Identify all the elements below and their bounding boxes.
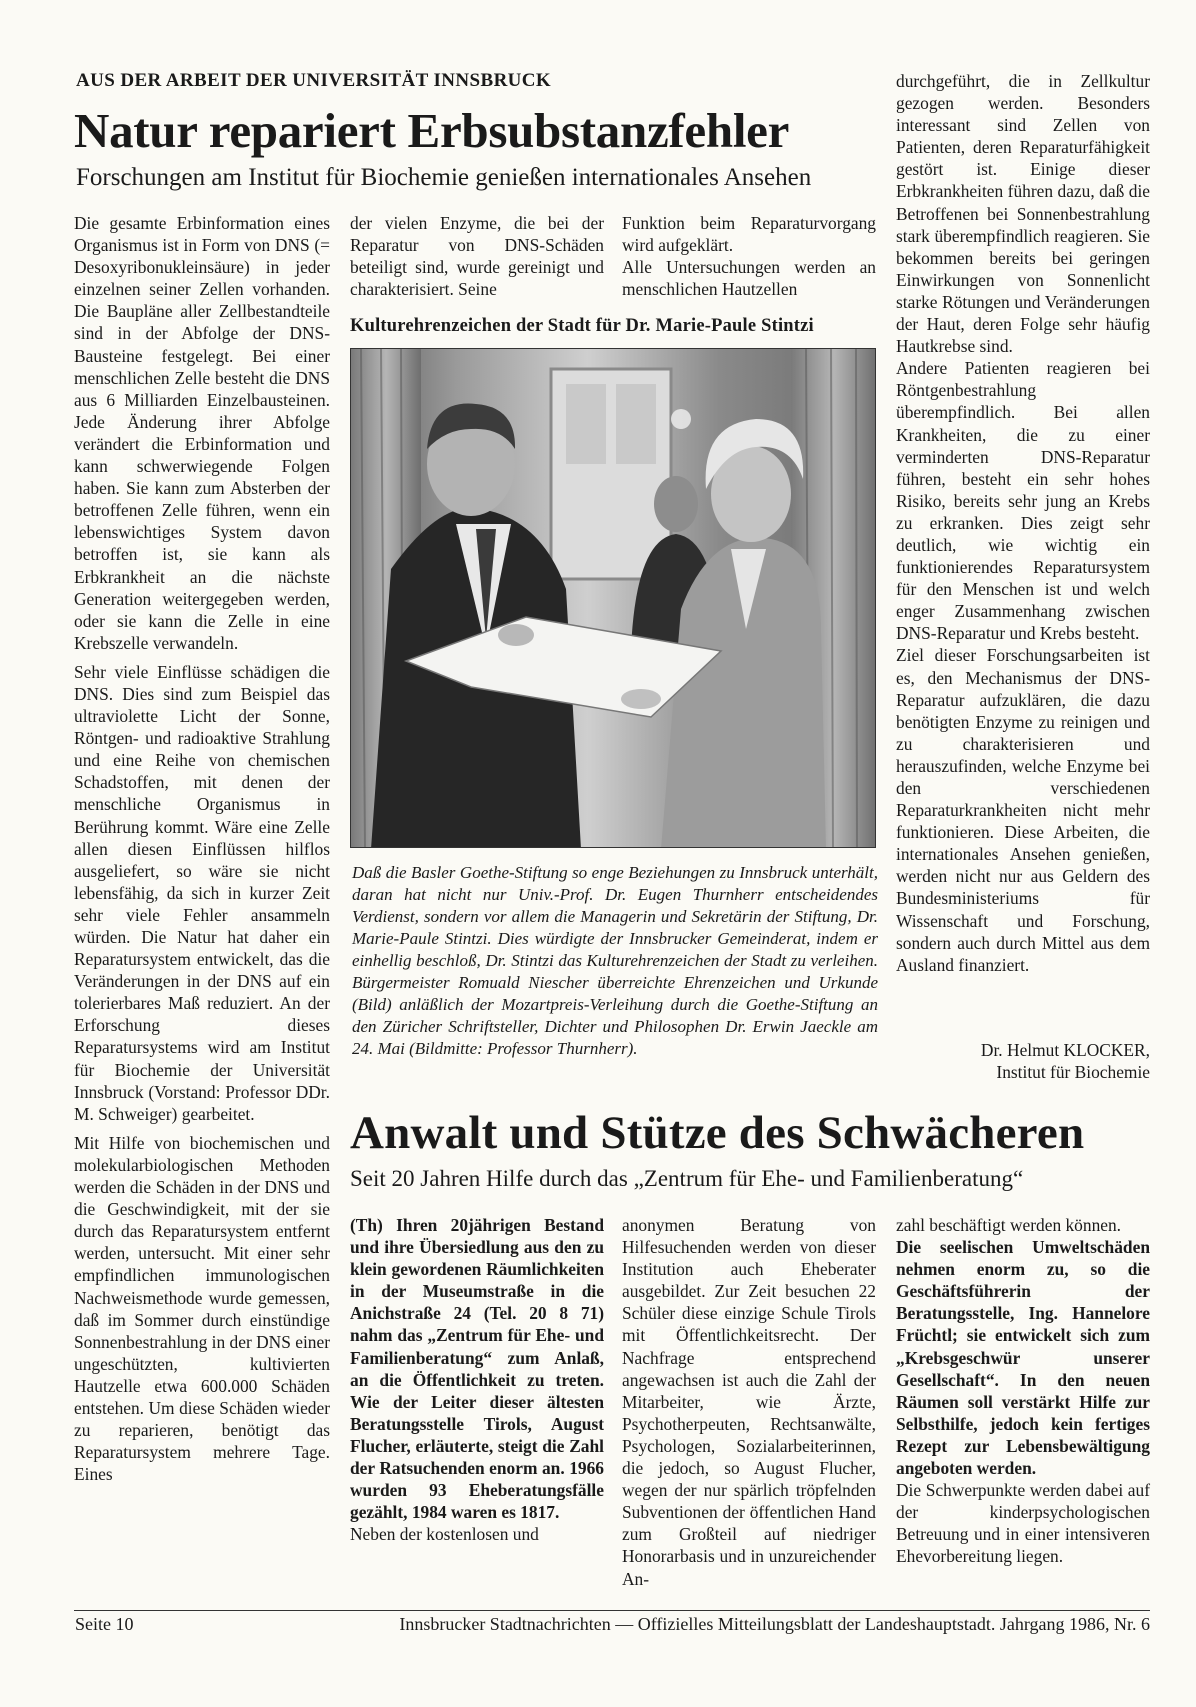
footer-divider [74, 1610, 1150, 1611]
ceremony-photo-illustration [351, 349, 876, 848]
article1-paragraph: durchgeführt, die in Zellkultur gezogen werden. Besonders interessant sind Zellen von Patienten, deren Reparaturfähigkeit gestört ist. Einige dieser Erbkrankheiten führen dazu, daß die Betroffenen bei Sonnenbestrahlung stark überempfindlich reagieren. Sie bekommen bereits bei geringen Einwirkungen von Sonnenlicht starke Rötungen und Veränderungen der Haut, deren Folge sehr häufig Hautkrebse sind. [896, 71, 1150, 357]
author-name: Dr. Helmut KLOCKER, [980, 1040, 1150, 1060]
photo-heading: Kulturehrenzeichen der Stadt für Dr. Marie-Paule Stintzi [350, 316, 814, 336]
article2-subhead: Seit 20 Jahren Hilfe durch das „Zentrum für Ehe- und Familienberatung“ [350, 1166, 1024, 1191]
article1-paragraph: Die gesamte Erbinformation eines Organismus ist in Form von DNS (= Desoxyribonukleinsäure) in jeder einzelnen seiner Zellen vorhanden. Die Baupläne aller Zellbestandteile sind in der Abfolge der DNS-Bausteine festgelegt. Bei einer menschlichen Zelle besteht die DNS aus 6 Milliarden Einzelbausteinen. Jede Änderung ihrer Abfolge verändert die Erbinformation und kann schwerwiegende Folgen haben. Sie kann zum Absterben der betroffenen Zelle führen, wenn ein lebenswichtiges System davon betroffen ist, sie kann als Erbkrankheit an die nächste Generation weitergegeben werden, oder sie kann die Zelle in eine Krebszelle verwandeln. [74, 213, 330, 653]
article2-paragraph: Die Schwerpunkte werden dabei auf der kinderpsychologischen Betreuung und in einer intensiveren Ehevorbereitung liegen. [896, 1480, 1150, 1567]
article1-paragraph: Andere Patienten reagieren bei Röntgenbestrahlung überempfindlich. Bei allen Krankheiten, die zu einer verminderten DNS-Reparatur führen, besteht ein sehr hohes Risiko, bereits sehr jung an Krebs zu erkranken. Dies zeigt sehr deutlich, wie wichtig ein funktionierendes Reparatursystem für den Menschen ist und welch enger Zusammenhang zwischen DNS-Reparatur und Krebs besteht. [896, 358, 1150, 644]
article1-column-4 [896, 70, 1150, 976]
article1-subhead: Forschungen am Institut für Biochemie genießen internationales Ansehen [76, 164, 812, 191]
ceremony-photo [350, 348, 876, 848]
article2-headline: Anwalt und Stütze des Schwächeren [350, 1107, 1085, 1159]
article1-paragraph: Sehr viele Einflüsse schädigen die DNS. Dies sind zum Beispiel das ultraviolette Licht der Sonne, Röntgen- und radioaktive Strahlung und eine Reihe von chemischen Schadstoffen, mit denen der menschliche Organismus in Berührung kommt. Wäre eine Zelle allen diesen Einflüssen hilflos ausgeliefert, so wäre sie nicht lebensfähig, da sich in kurzer Zeit sehr viele Fehler ansammeln würden. Die Natur hat daher ein Reparatursystem entwickelt, das die Veränderungen in der DNS auf ein tolerierbares Maß reduziert. An der Erforschung dieses Reparatursystems wird am Institut für Biochemie der Universität Innsbruck (Vorstand: Professor DDr. M. Schweiger) gearbeitet. [74, 661, 330, 1124]
article2-paragraph: anonymen Beratung von Hilfesuchenden werden von dieser Institution auch Eheberater ausgebildet. Zur Zeit besuchen 22 Schüler diese einzige Schule Tirols mit Öffentlichkeitsrecht. Der Nachfrage entsprechend angewachsen ist auch die Zahl der Mitarbeiter, wie Ärzte, Psychotherpeuten, Rechtsanwälte, Psychologen, Sozialarbeiterinnen, die jedoch, so August Flucher, wegen der nur spärlich tröpfelnden Subventionen der öffentlichen Hand zum Großteil auf niedriger Honorarbasis und in unzureichender An- [622, 1215, 876, 1589]
article1-column-3 [622, 212, 876, 300]
article2-paragraph: zahl beschäftigt werden können. [896, 1215, 1122, 1235]
article1-paragraph: Mit Hilfe von biochemischen und molekularbiologischen Methoden werden die Schäden in der DNS und die Geschwindigkeit, mit der sie durch das Reparatursystem entfernt werden, untersucht. Mit einer sehr empfindlichen immunologischen Nachweismethode wurde gemessen, daß im Sommer durch einstündige Sonnenbestrahlung in der DNS einer ungeschützten, kultivierten Hautzelle etwa 600.000 Schäden entstehen. Um diese Schäden wieder zu reparieren, benötigt das Reparatursystem mehrere Tage. Eines [74, 1132, 330, 1485]
author-affiliation: Institut für Biochemie [996, 1062, 1150, 1082]
article2-bold-paragraph: Die seelischen Umweltschäden nehmen enorm zu, so die Geschäftsführerin der Beratungsstelle, Ing. Hannelore Früchtl; sie entwickelt sich zum „Krebsgeschwür unserer Gesellschaft“. In den neuen Räumen soll verstärkt Hilfe zur Selbsthilfe, jedoch kein fertiges Rezept zur Lebensbewältigung angeboten werden. [896, 1237, 1150, 1479]
page-number: Seite 10 [75, 1614, 134, 1634]
article1-paragraph: Alle Untersuchungen werden an menschlichen Hautzellen [622, 257, 876, 300]
article1-paragraph: Ziel dieser Forschungsarbeiten ist es, den Mechanismus der DNS-Reparatur aufzuklären, die dazu benötigten Enzyme zu reinigen und zu charakterisieren und herauszufinden, welche Enzyme bei den verschiedenen Reparaturkrankheiten nicht mehr funktionieren. Diese Arbeiten, die internationales Ansehen genießen, werden nicht nur aus Geldern des Bundesministeriums für Wissenschaft und Forschung, sondern auch durch Mittel aus dem Ausland finanziert. [896, 645, 1150, 975]
article2-column-4 [896, 1214, 1150, 1568]
section-kicker: AUS DER ARBEIT DER UNIVERSITÄT INNSBRUCK [76, 70, 552, 91]
author-signature [896, 1039, 1150, 1083]
article1-column-1 [74, 212, 330, 1485]
article1-headline: Natur repariert Erbsubstanzfehler [74, 103, 790, 158]
article2-paragraph: Neben der kostenlosen und [350, 1524, 539, 1545]
article2-column-3 [622, 1214, 876, 1590]
publication-footer: Innsbrucker Stadtnachrichten — Offizielles Mitteilungsblatt der Landeshauptstadt. Jahrgang 1986, Nr. 6 [399, 1614, 1150, 1634]
article2-lead-paragraph: (Th) Ihren 20jährigen Bestand und ihre Übersiedlung aus den zu klein gewordenen Räumlichkeiten in der Museumstraße in die Anichstraße 24 (Tel. 20 8 71) nahm das „Zentrum für Ehe- und Familienberatung“ zum Anlaß, an die Öffentlichkeit zu treten. Wie der Leiter dieser ältesten Beratungsstelle Tirols, August Flucher, erläuterte, steigt die Zahl der Ratsuchenden enorm an. 1966 wurden 93 Eheberatungsfälle gezählt, 1984 waren es 1817. [350, 1215, 604, 1523]
article2-column-2 [350, 1214, 604, 1545]
article1-paragraph: Funktion beim Reparaturvorgang wird aufgeklärt. [622, 213, 876, 256]
article1-column-2 [350, 212, 604, 300]
article1-paragraph: der vielen Enzyme, die bei der Reparatur von DNS-Schäden beteiligt sind, wurde gereinigt und charakterisiert. Seine [350, 213, 604, 300]
photo-caption: Daß die Basler Goethe-Stiftung so enge Beziehungen zu Innsbruck unterhält, daran hat nicht nur Univ.-Prof. Dr. Eugen Thurnherr entscheidendes Verdienst, sondern vor allem die Managerin und Sekretärin der Stiftung, Dr. Marie-Paule Stintzi. Dies würdigte der Innsbrucker Gemeinderat, indem er einhellig beschloß, Dr. Stintzi das Kulturehrenzeichen der Stadt zu verleihen. Bürgermeister Romuald Niescher überreichte Ehrenzeichen und Urkunde (Bild) anläßlich der Mozartpreis-Verleihung durch die Goethe-Stiftung an den Züricher Schriftsteller, Dichter und Philosophen Dr. Erwin Jaeckle am 24. Mai (Bildmitte: Professor Thurnherr). [352, 863, 878, 1058]
